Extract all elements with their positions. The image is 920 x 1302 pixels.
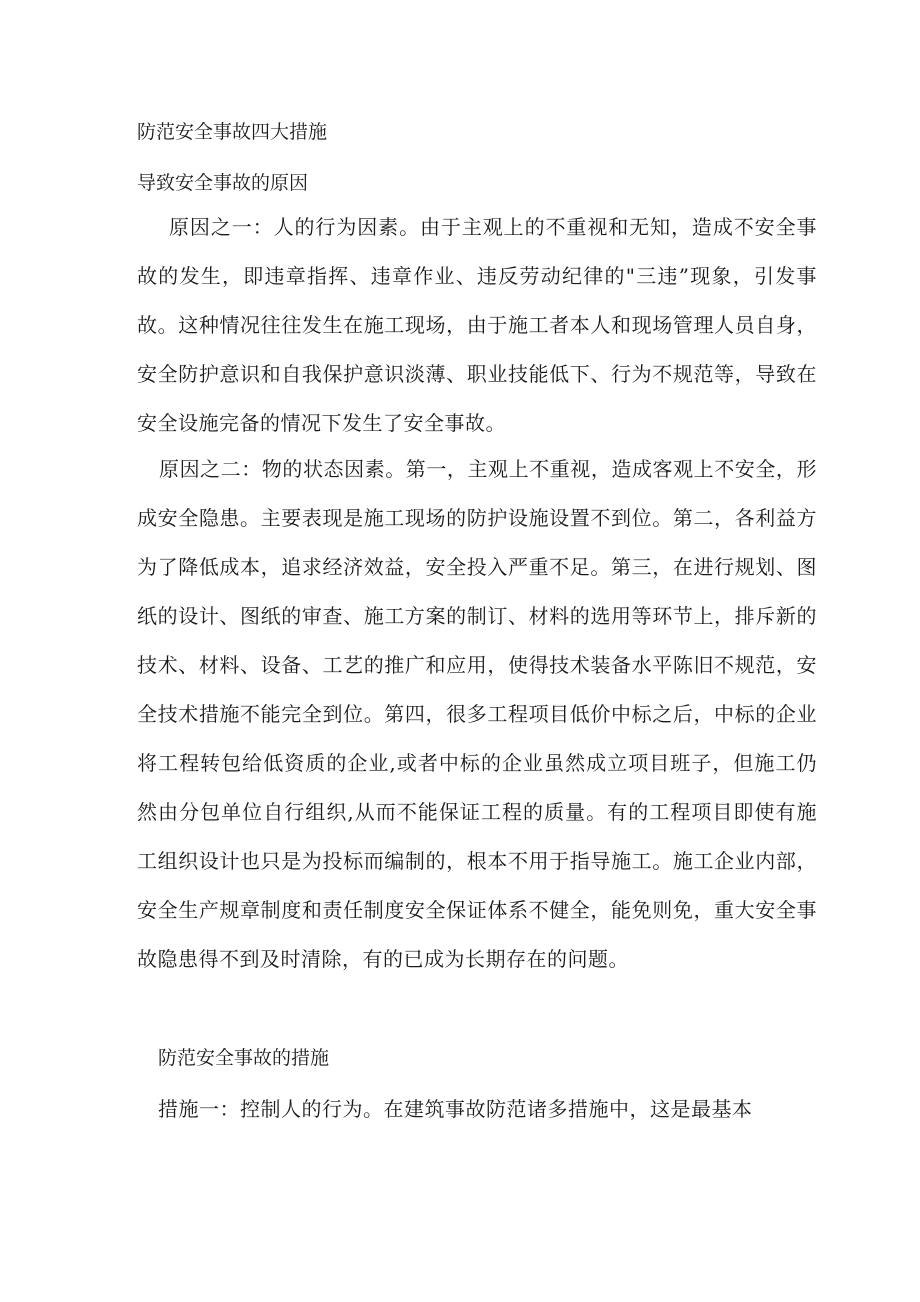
paragraph-cause-2: 原因之二：物的状态因素。第一，主观上不重视，造成客观上不安全，形成安全隐患。主要表现是施工现场的防护设施设置不到位。第二，各利益方为了降低成本，追求经济效益，安全投入严重不足。第三，在进行规划、图纸的设计、图纸的审查、施工方案的制订、材料的选用等环节上，排斥新的技术、材料、设备、工艺的推广和应用，使得技术装备水平陈旧不规范，安全技术措施不能完全到位。第四，很多工程项目低价中标之后，中标的企业将工程转包给低资质的企业,或者中标的企业虽然成立项目班子，但施工仍然由分包单位自行组织,从而不能保证工程的质量。有的工程项目即使有施工组织设计也只是为投标而编制的，根本不用于指导施工。施工企业内部，安全生产规章制度和责任制度安全保证体系不健全，能免则免，重大安全事故隐患得不到及时清除，有的已成为长期存在的问题。	[137, 457, 817, 971]
paragraph-measure-1: 措施一：控制人的行为。在建筑事故防范诸多措施中，这是最基本	[158, 1097, 753, 1121]
section-heading-measures: 防范安全事故的措施	[158, 1047, 330, 1069]
paragraph-cause-1: 原因之一：人的行为因素。由于主观上的不重视和无知，造成不安全事故的发生，即违章指挥、违章作业、违反劳动纪律的"三违”现象，引发事故。这种情况往往发生在施工现场，由于施工者本人和现场管理人员自身，安全防护意识和自我保护意识淡薄、职业技能低下、行为不规范等，导致在安全设施完备的情况下发生了安全事故。	[137, 215, 817, 435]
document-title: 防范安全事故四大措施	[137, 121, 328, 143]
document-subtitle: 导致安全事故的原因	[137, 172, 309, 194]
